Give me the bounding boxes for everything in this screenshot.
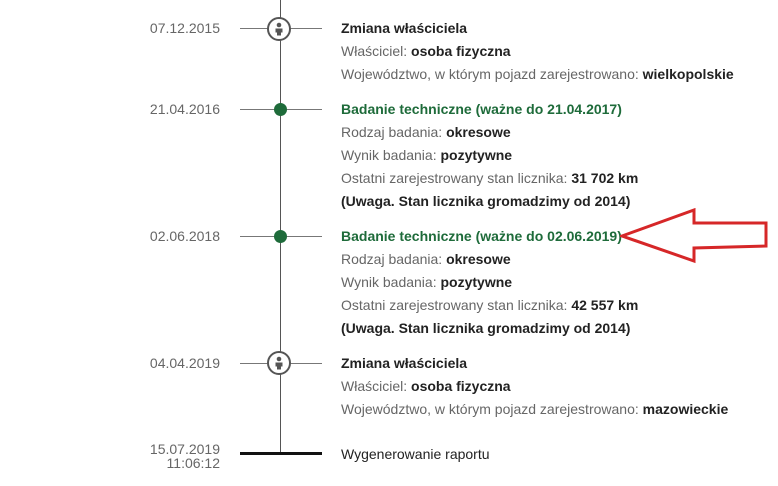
event-title: Badanie techniczne (ważne do 02.06.2019)	[341, 228, 622, 244]
event-detail-type: Rodzaj badania: okresowe	[341, 251, 511, 267]
event-detail-region: Województwo, w którym pojazd zarejestrowano: wielkopolskie	[341, 66, 734, 82]
event-detail-region: Województwo, w którym pojazd zarejestrowano: mazowieckie	[341, 401, 729, 417]
red-arrow-icon	[620, 208, 770, 264]
report-title: Wygenerowanie raportu	[341, 446, 490, 462]
inspection-dot-icon	[274, 103, 287, 116]
event-detail-owner: Właściciel: osoba fizyczna	[341, 378, 511, 394]
inspection-dot-icon	[274, 230, 287, 243]
report-date: 15.07.2019	[149, 441, 220, 457]
person-icon	[267, 17, 291, 41]
timeline-axis	[280, 0, 281, 452]
person-icon	[267, 351, 291, 375]
event-date: 21.04.2016	[149, 101, 220, 117]
event-note: (Uwaga. Stan licznika gromadzimy od 2014)	[341, 320, 631, 336]
event-date: 07.12.2015	[149, 20, 220, 36]
report-time: 11:06:12	[166, 455, 220, 471]
event-note: (Uwaga. Stan licznika gromadzimy od 2014)	[341, 193, 631, 209]
event-detail-result: Wynik badania: pozytywne	[341, 147, 513, 163]
event-detail-odometer: Ostatni zarejestrowany stan licznika: 42 557 km	[341, 297, 639, 313]
timeline-end-marker	[240, 452, 322, 455]
event-detail-odometer: Ostatni zarejestrowany stan licznika: 31 702 km	[341, 170, 639, 186]
event-title: Badanie techniczne (ważne do 21.04.2017)	[341, 101, 622, 117]
event-date: 04.04.2019	[149, 355, 220, 371]
event-title: Zmiana właściciela	[341, 355, 468, 371]
event-detail-type: Rodzaj badania: okresowe	[341, 124, 511, 140]
event-title: Zmiana właściciela	[341, 20, 468, 36]
event-detail-result: Wynik badania: pozytywne	[341, 274, 513, 290]
event-detail-owner: Właściciel: osoba fizyczna	[341, 43, 511, 59]
event-date: 02.06.2018	[149, 228, 220, 244]
timeline-top-icon-fragment	[274, 0, 286, 4]
